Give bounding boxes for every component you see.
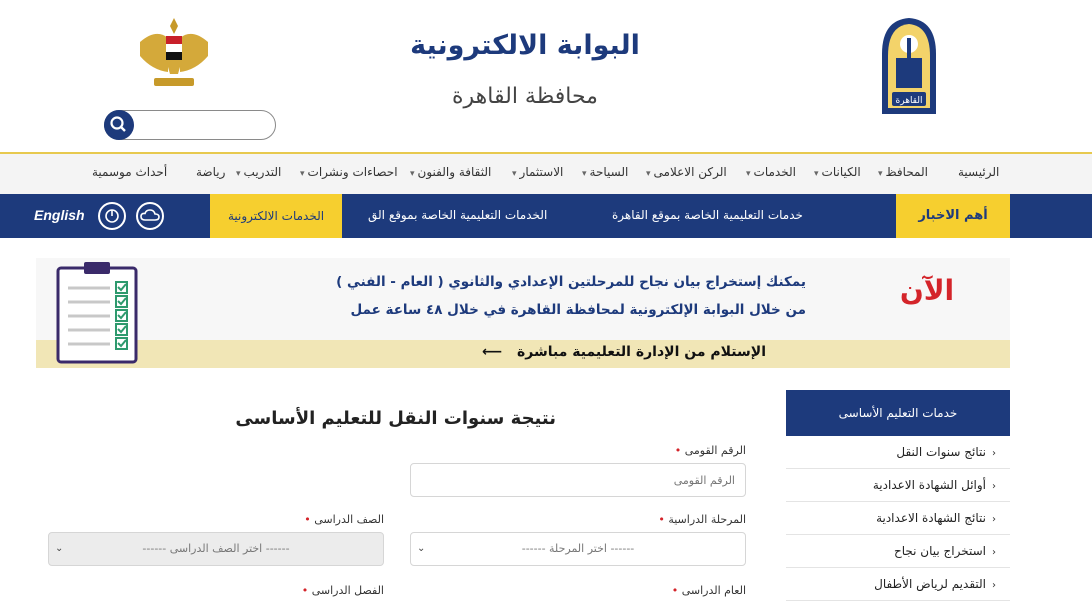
search-input[interactable] bbox=[139, 115, 269, 135]
chevron-left-icon: ‹ bbox=[992, 580, 996, 591]
nav-item-sports[interactable]: رياضة bbox=[196, 165, 226, 179]
caret-down-icon: ▾ bbox=[878, 169, 883, 179]
nav-item-entities[interactable]: الكيانات▾ bbox=[814, 165, 861, 179]
caret-down-icon: ▾ bbox=[582, 169, 587, 179]
stage-select[interactable]: ------ اختر المرحلة ------ ⌄ bbox=[410, 532, 746, 566]
form-title: نتيجة سنوات النقل للتعليم الأساسى bbox=[235, 408, 556, 429]
sidebar-item-transfer-results[interactable]: ‹نتائج سنوات النقل bbox=[786, 436, 1010, 469]
chevron-down-icon: ⌄ bbox=[417, 543, 426, 554]
caret-down-icon: ▾ bbox=[746, 169, 751, 179]
search-button[interactable] bbox=[104, 110, 134, 140]
nav-item-culture[interactable]: الثقافة والفنون▾ bbox=[410, 165, 492, 179]
grade-select[interactable]: ------ اختر الصف الدراسى ------ ⌄ bbox=[48, 532, 384, 566]
nav-item-tourism[interactable]: السياحة▾ bbox=[582, 165, 629, 179]
caret-down-icon: ▾ bbox=[410, 169, 415, 179]
eservices-button[interactable]: الخدمات الالكترونية bbox=[210, 194, 342, 238]
sidebar-header: خدمات التعليم الأساسى bbox=[786, 390, 1010, 436]
caret-down-icon: ▾ bbox=[814, 169, 819, 179]
search-icon bbox=[104, 110, 134, 140]
power-button[interactable] bbox=[98, 202, 126, 230]
site-header bbox=[0, 0, 1092, 152]
caret-down-icon: ▾ bbox=[512, 169, 517, 179]
nav-item-statistics[interactable]: احصاءات ونشرات▾ bbox=[300, 165, 398, 179]
nav-item-training[interactable]: التدريب▾ bbox=[236, 165, 282, 179]
news-ticker-item[interactable]: خدمات التعليمية الخاصة بموقع القاهرة bbox=[612, 208, 803, 222]
banner-now: الآن bbox=[899, 274, 955, 307]
chevron-left-icon: ‹ bbox=[992, 514, 996, 525]
chevron-left-icon: ‹ bbox=[992, 547, 996, 558]
cairo-logo-icon[interactable] bbox=[876, 14, 942, 116]
nav-item-home[interactable]: الرئيسية bbox=[958, 165, 1000, 179]
term-label: الفصل الدراسى • bbox=[301, 584, 384, 597]
grade-label: الصف الدراسى • bbox=[304, 513, 384, 526]
english-language-link[interactable]: English bbox=[34, 207, 85, 223]
nav-item-services[interactable]: الخدمات▾ bbox=[746, 165, 796, 179]
arrow-left-icon: ⟵ bbox=[482, 344, 503, 360]
sidebar-item-prep-top-students[interactable]: ‹أوائل الشهادة الاعدادية bbox=[786, 469, 1010, 502]
caret-down-icon: ▾ bbox=[646, 169, 651, 179]
news-ticker-item[interactable]: الخدمات التعليمية الخاصة بموقع الق bbox=[368, 208, 548, 222]
chevron-left-icon: ‹ bbox=[992, 448, 996, 459]
national-id-field[interactable] bbox=[410, 463, 746, 497]
banner-line-3: الإستلام من الإدارة التعليمية مباشرة ⟵ bbox=[482, 344, 766, 360]
news-bar bbox=[0, 194, 1092, 238]
banner-line-2: من خلال البوابة الإلكترونية لمحافظة القاهرة في خلال ٤٨ ساعة عمل bbox=[350, 302, 806, 318]
chevron-left-icon: ‹ bbox=[992, 481, 996, 492]
portal-subtitle: محافظة القاهرة bbox=[452, 84, 598, 109]
nav-item-media[interactable]: الركن الاعلامى▾ bbox=[646, 165, 727, 179]
portal-title: البوابة الالكترونية bbox=[410, 30, 640, 61]
sidebar-item-kindergarten[interactable]: ‹التقديم لرياض الأطفال bbox=[786, 568, 1010, 601]
nav-item-investment[interactable]: الاستثمار▾ bbox=[512, 165, 564, 179]
main-nav bbox=[0, 152, 1092, 194]
caret-down-icon: ▾ bbox=[300, 169, 305, 179]
sidebar-item-prep-results[interactable]: ‹نتائج الشهادة الاعدادية bbox=[786, 502, 1010, 535]
national-id-label: الرقم القومى • bbox=[674, 444, 746, 457]
sidebar-item-success-certificate[interactable]: ‹استخراج بيان نجاح bbox=[786, 535, 1010, 568]
eagle-emblem-icon bbox=[138, 12, 210, 94]
search-box bbox=[104, 110, 276, 140]
chevron-down-icon: ⌄ bbox=[55, 543, 64, 554]
nav-item-seasonal-events[interactable]: أحداث موسمية bbox=[92, 165, 168, 179]
banner-line-1: يمكنك إستخراج بيان نجاح للمرحلتين الإعدادي والثانوي ( العام - الفني ) bbox=[336, 274, 806, 290]
caret-down-icon: ▾ bbox=[236, 169, 241, 179]
clipboard-checklist-icon bbox=[56, 260, 140, 364]
cloud-button[interactable] bbox=[136, 202, 164, 230]
nav-item-governor[interactable]: المحافظ▾ bbox=[878, 165, 928, 179]
cloud-icon bbox=[138, 204, 162, 228]
promo-banner[interactable] bbox=[36, 258, 1010, 368]
stage-label: المرحلة الدراسية • bbox=[658, 513, 746, 526]
logo-text: القاهرة bbox=[895, 96, 923, 106]
news-label: أهم الاخبار bbox=[896, 194, 1010, 238]
year-label: العام الدراسى • bbox=[671, 584, 746, 597]
power-icon bbox=[100, 204, 124, 228]
